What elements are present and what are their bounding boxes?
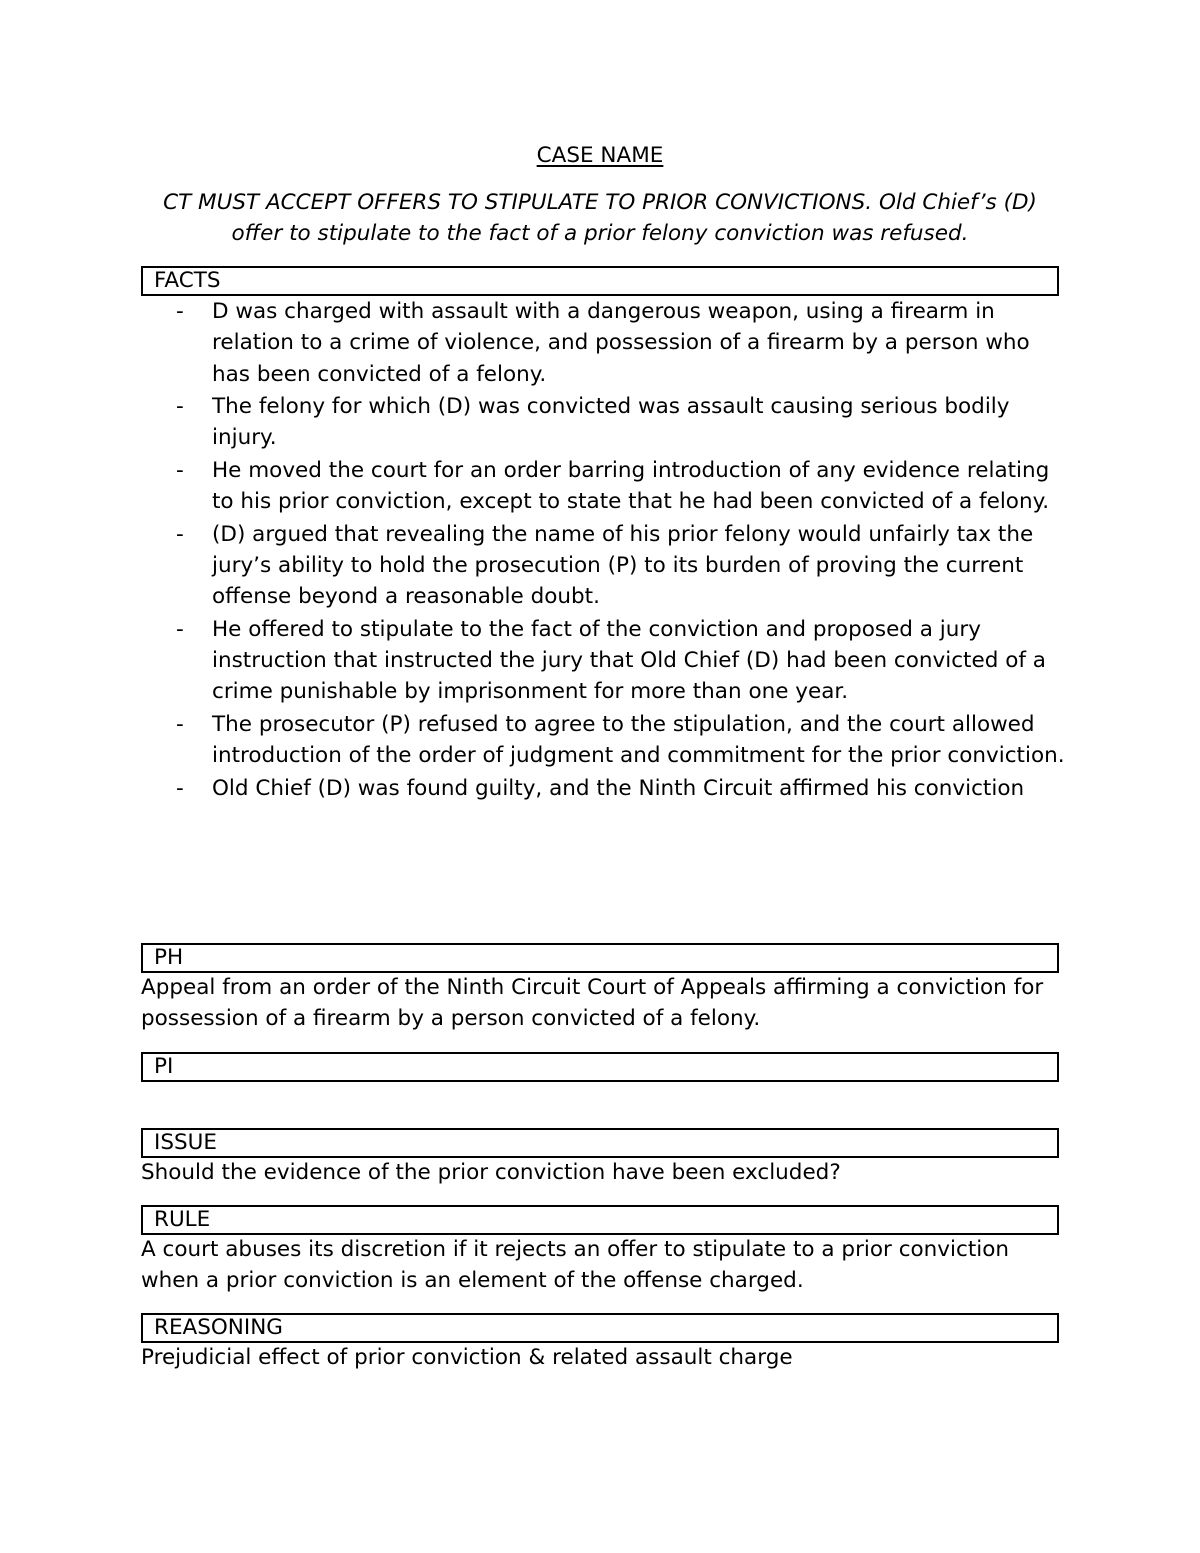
ph-text: Appeal from an order of the Ninth Circuit Court of Appeals affirming a conviction for possession of a firearm by a person convicted of a felony. xyxy=(141,975,1044,1031)
bullet-dash: - xyxy=(176,616,184,642)
fact-item xyxy=(0,455,1072,518)
issue-heading: ISSUE xyxy=(154,1130,217,1155)
issue-text: Should the evidence of the prior conviction have been excluded? xyxy=(141,1160,841,1185)
fact-text: (D) argued that revealing the name of his prior felony would unfairly tax the jury’s ability to hold the prosecution (P) to its burden of proving the current offense beyond a reasonable doubt. xyxy=(212,521,1034,610)
reasoning-heading: REASONING xyxy=(154,1315,283,1340)
rule-text: A court abuses its discretion if it rejects an offer to stipulate to a prior conviction when a prior conviction is an element of the offense charged. xyxy=(141,1237,1010,1293)
case-title: CASE NAME xyxy=(536,143,664,168)
fact-item xyxy=(0,773,1072,804)
fact-item xyxy=(0,709,1072,772)
ph-heading: PH xyxy=(154,945,184,970)
rule-heading-box xyxy=(141,1205,1059,1235)
bullet-dash: - xyxy=(176,299,184,324)
reasoning-heading-box xyxy=(141,1313,1059,1343)
bullet-dash: - xyxy=(176,521,184,547)
bullet-dash: - xyxy=(176,394,184,420)
rule-heading: RULE xyxy=(154,1207,211,1232)
facts-heading-box xyxy=(141,266,1059,296)
fact-text: He offered to stipulate to the fact of the conviction and proposed a jury instruction that instructed the jury that Old Chief (D) had been convicted of a crime punishable by imprisonment for more than one year. xyxy=(212,616,1046,705)
ph-heading-box xyxy=(141,943,1059,973)
fact-text: The prosecutor (P) refused to agree to the stipulation, and the court allowed introduction of the order of judgment and commitment for the prior conviction. xyxy=(212,711,1065,769)
fact-item xyxy=(0,614,1072,708)
reasoning-text: Prejudicial effect of prior conviction & related assault charge xyxy=(141,1345,793,1370)
facts-list xyxy=(0,296,1200,805)
bullet-dash: - xyxy=(176,711,184,737)
pi-heading-box xyxy=(141,1052,1059,1082)
fact-text: The felony for which (D) was convicted was assault causing serious bodily injury. xyxy=(212,394,1010,451)
fact-text: D was charged with assault with a dangerous weapon, using a firearm in relation to a crime of violence, and possession of a firearm by a person who has been convicted of a felony. xyxy=(212,299,1030,387)
fact-item xyxy=(0,391,1072,454)
fact-text: He moved the court for an order barring introduction of any evidence relating to his prior conviction, except to state that he had been convicted of a felony. xyxy=(212,457,1050,515)
issue-heading-box xyxy=(141,1128,1059,1158)
fact-item xyxy=(0,296,1072,390)
fact-item xyxy=(0,519,1072,613)
bullet-dash: - xyxy=(176,457,184,483)
case-summary: CT MUST ACCEPT OFFERS TO STIPULATE TO PRIOR CONVICTIONS. Old Chief’s (D) offer to stipulate to the fact of a prior felony conviction was refused. xyxy=(163,190,1037,246)
facts-heading: FACTS xyxy=(154,268,221,293)
bullet-dash: - xyxy=(176,775,184,801)
pi-heading: PI xyxy=(154,1054,174,1079)
fact-text: Old Chief (D) was found guilty, and the Ninth Circuit affirmed his conviction xyxy=(212,775,1025,801)
